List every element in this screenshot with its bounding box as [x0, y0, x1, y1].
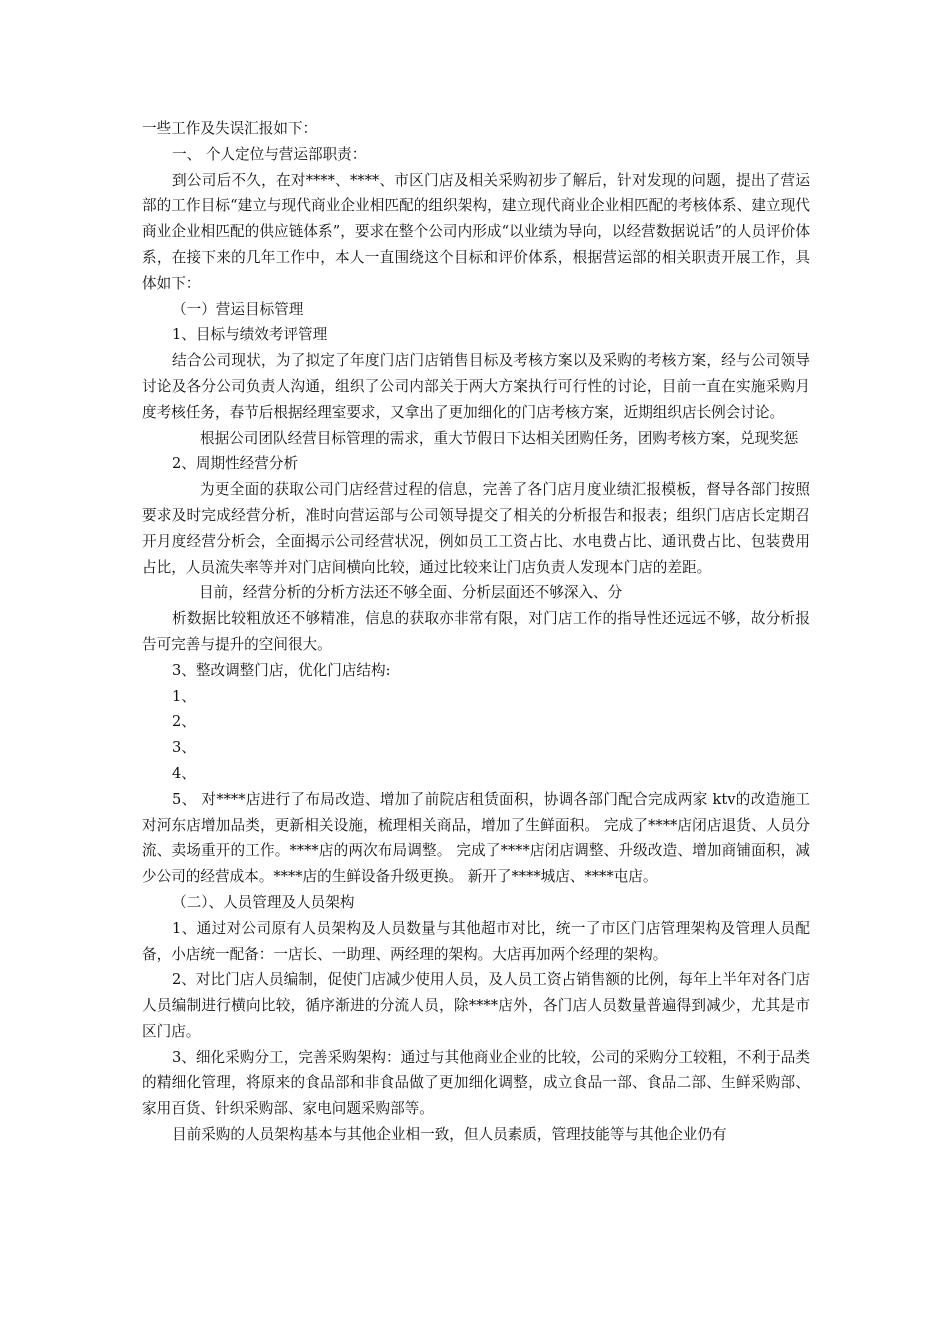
paragraph: 1、通过对公司原有人员架构及人员数量与其他超市对比，统一了市区门店管理架构及管理人员配备，小店统一配备：一店长、一助理、两经理的架构。大店再加两个经理的架构。 — [142, 919, 810, 963]
paragraph: 2、对比门店人员编制，促使门店减少使用人员，及人员工资占销售额的比例，每年上半年对各门店人员编制进行横向比较，循序渐进的分流人员，除****店外，各门店人员数量普遍得到减少，尤其是市区门店。 — [142, 971, 810, 1040]
paragraph: 一、 个人定位与营运部职责： — [172, 145, 367, 163]
paragraph: 4、 — [172, 764, 196, 782]
paragraph: 为更全面的获取公司门店经营过程的信息，完善了各门店月度业绩汇报模板，督导各部门按照要求及时完成经营分析，准时向营运部与公司领导提交了相关的分析报告和报表；组织门店店长定期召开月度经营分析会，全面揭示公司经营状况，例如员工工资占比、水电费占比、通讯费占比、包装费用占比，人员流失率等并对门店间横向比较，通过比较来让门店负责人发现本门店的差距。 — [142, 481, 810, 576]
paragraph: 1、目标与绩效考评管理 — [172, 326, 328, 344]
paragraph: 3、细化采购分工，完善采购架构：通过与其他商业企业的比较，公司的采购分工较粗，不利于品类的精细化管理，将原来的食品部和非食品做了更加细化调整，成立食品一部、食品二部、生鲜采购部、家用百货、针织采购部、家电问题采购部等。 — [142, 1048, 810, 1118]
paragraph: 目前，经营分析的分析方法还不够全面、分析层面还不够深入、分 — [199, 584, 623, 602]
paragraph: 到公司后不久，在对****、****、市区门店及相关采购初步了解后，针对发现的问题，提出了营运部的工作目标“建立与现代商业企业相匹配的组织架构，建立现代商业企业相匹配的考核体系、建立现代商业企业相匹配的供应链体系”，要求在整个公司内形成“以业绩为导向，以经营数据说话”的人员评价体系，在接下来的几年工作中，本人一直围绕这个目标和评价体系，根据营运部的相关职责开展工作，具体如下： — [142, 171, 810, 292]
paragraph: 目前采购的人员架构基本与其他企业相一致，但人员素质，管理技能等与其他企业仍有 — [172, 1126, 727, 1144]
document-body — [142, 116, 810, 1148]
paragraph: 2、周期性经营分析 — [172, 455, 299, 473]
paragraph: （一）营运目标管理 — [172, 300, 304, 318]
paragraph: 根据公司团队经营目标管理的需求，重大节假日下达相关团购任务，团购考核方案，兑现奖惩 — [200, 429, 799, 447]
paragraph: 3、 — [172, 739, 196, 757]
paragraph: 1、 — [172, 687, 196, 705]
paragraph: 一些工作及失误汇报如下： — [142, 120, 318, 137]
paragraph: 结合公司现状，为了拟定了年度门店门店销售目标及考核方案以及采购的考核方案，经与公司领导讨论及各分公司负责人沟通，组织了公司内部关于两大方案执行可行性的讨论，目前一直在实施采购月度考核任务，春节后根据经理室要求，又拿出了更加细化的门店考核方案，近期组织店长例会讨论。 — [142, 352, 810, 421]
paragraph: 3、整改调整门店，优化门店结构: — [172, 661, 391, 679]
paragraph: 2、 — [172, 713, 196, 731]
paragraph: 5、 对****店进行了布局改造、增加了前院店租赁面积，协调各部门配合完成两家 ktv的改造施工 对河东店增加品类，更新相关设施，梳理相关商品，增加了生鲜面积。 完成了****店闭店退货、人员分流、卖场重开的工作。****店的两次布局调整。 完成了****店闭店调整、升级改造、增加商铺面积，减少公司的经营成本。****店的生鲜设备升级更换。 新开了****城店、****屯店。 — [142, 790, 810, 886]
paragraph: （二）、人员管理及人员架构 — [172, 893, 355, 911]
paragraph: 析数据比较粗放还不够精准，信息的获取亦非常有限，对门店工作的指导性还远远不够，故分析报告可完善与提升的空间很大。 — [142, 610, 810, 653]
